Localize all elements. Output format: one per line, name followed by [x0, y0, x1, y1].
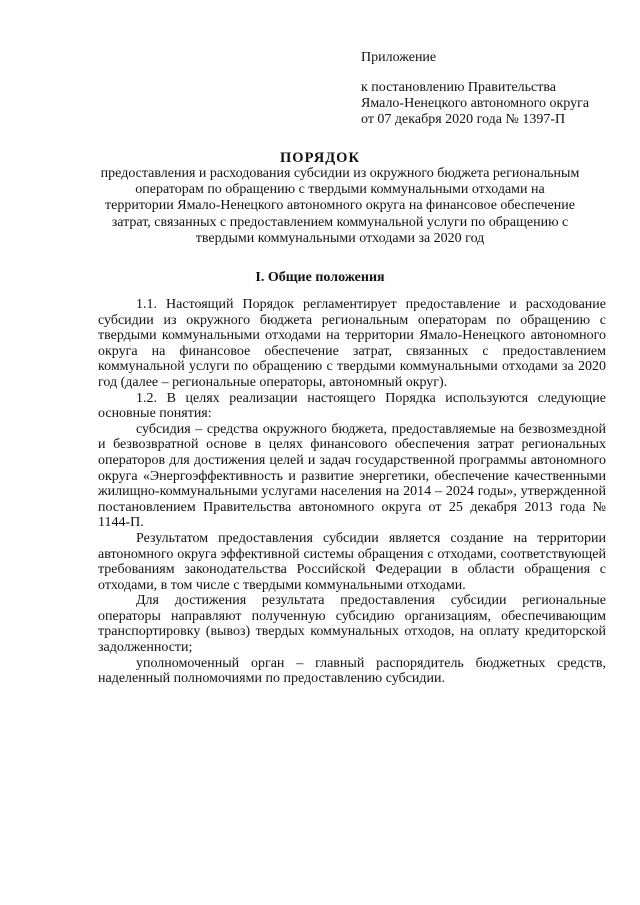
paragraph-achievement: Для достижения результата предоставления субсидии региональные операторы направляют полученную субсидию организациям, обеспечивающим транспортировку (вывоз) твердых коммунальных отходов, на оплату кредиторской задолженности;	[98, 593, 606, 656]
paragraph-subsidy-definition: субсидия – средства окружного бюджета, предоставляемые на безвозмездной и безвозвратной основе в целях финансового обеспечения затрат региональных операторов для достижения целей и задач государственной программы автономного округа «Энергоэффективность и развитие энергетики, обеспечение качественными жилищно-коммунальными услугами населения на 2014 – 2024 годы», утвержденной постановлением Правительства автономного округа от 25 декабря 2013 года № 1144-П.	[98, 421, 606, 531]
section-heading: I. Общие положения	[255, 270, 385, 285]
appendix-block	[361, 50, 621, 128]
appendix-line-3: от 07 декабря 2020 года № 1397-П	[361, 112, 566, 127]
paragraph-1-2: 1.2. В целях реализации настоящего Порядка используются следующие основные понятия:	[98, 390, 606, 422]
paragraph-authorized-body: уполномоченный орган – главный распорядитель бюджетных средств, наделенный полномочиями по предоставлению субсидии.	[98, 655, 606, 687]
appendix-label: Приложение	[361, 50, 437, 65]
appendix-line-1: к постановлению Правительства	[361, 80, 557, 95]
document-subtitle: предоставления и расходования субсидии из окружного бюджета региональным операторам по обращению с твердыми коммунальными отходами на территории Ямало-Ненецкого автономного округа на финансовое обеспечение затрат, связанных с предоставлением коммунальной услуги по обращению с твердыми коммунальными отходами за 2020 год	[100, 166, 580, 246]
paragraph-result: Результатом предоставления субсидии является создание на территории автономного округа эффективной системы обращения с отходами, соответствующей требованиям законодательства Российской Федерации в области обращения с отходами, в том числе с твердыми коммунальными отходами.	[98, 530, 606, 593]
appendix-line-2: Ямало-Ненецкого автономного округа	[361, 96, 590, 111]
appendix-gap	[361, 66, 621, 80]
paragraph-1-1: 1.1. Настоящий Порядок регламентирует предоставление и расходование субсидии из окружного бюджета региональным операторам по обращению с твердыми коммунальными отходами на территории Ямало-Ненецкого автономного округа на финансовое обеспечение затрат, связанных с предоставлением коммунальной услуги по обращению с твердыми коммунальными отходами за 2020 год (далее – региональные операторы, автономный округ).	[98, 297, 606, 390]
document-body	[98, 297, 606, 687]
document-title: ПОРЯДОК	[280, 150, 360, 166]
